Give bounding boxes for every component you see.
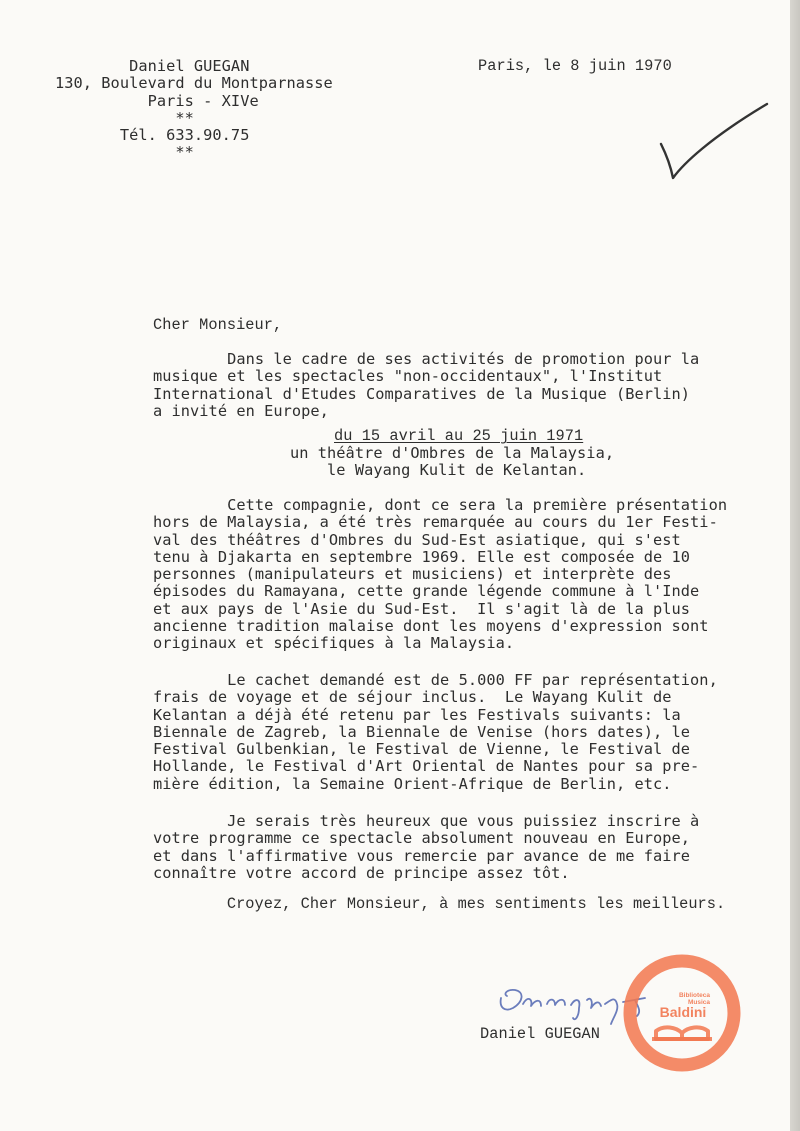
library-stamp-logo: [622, 953, 742, 1073]
paragraph-request: Je serais très heureux que vous puissiez inscrire à votre programme ce spectacle absolument nouveau en Europe, et dans l'affirmative vous remercie par avance de me faire connaître votre accord de principe assez tôt.: [153, 812, 700, 882]
letter-date: Paris, le 8 juin 1970: [478, 57, 672, 75]
checkmark-icon: [655, 100, 775, 185]
closing-formula: Croyez, Cher Monsieur, à mes sentiments les meilleurs.: [153, 895, 726, 913]
page-edge-shadow: [790, 0, 800, 1131]
paragraph-company: Cette compagnie, dont ce sera la première présentation hors de Malaysia, a été très remarquée au cours du 1er Festi- val des théâtres d'Ombres du Sud-Est asiatique, qui s'est tenu à Djakarta en septembre 1969. Elle est composée de 10 personnes (manipulateurs et musiciens) et interprète des épisodes du Ramayana, cette grande légende commune à l'Inde et aux pays de l'Asie du Sud-Est. Il s'agit là de la plus ancienne tradition malaise dont les moyens d'expression sont originaux et spécifiques à la Malaysia.: [153, 496, 728, 653]
svg-text:Baldini: Baldini: [659, 1004, 707, 1020]
paragraph-invitation: Dans le cadre de ses activités de promotion pour la musique et les spectacles "non-occidentaux", l'Institut International d'Etudes Comparatives de la Musique (Berlin) a invité en Europe,: [153, 350, 700, 420]
sender-address-block: Daniel GUEGAN 130, Boulevard du Montparnasse Paris - XIVe ** Tél. 633.90.75 **: [55, 57, 333, 162]
greeting: Cher Monsieur,: [153, 316, 283, 334]
svg-text:Musica: Musica: [687, 999, 710, 1006]
signature-name: Daniel GUEGAN: [480, 1025, 600, 1043]
show-title: un théâtre d'Ombres de la Malaysia, le Wayang Kulit de Kelantan.: [290, 444, 615, 480]
svg-text:Biblioteca: Biblioteca: [678, 992, 710, 999]
paragraph-fee: Le cachet demandé est de 5.000 FF par représentation, frais de voyage et de séjour inclus. Le Wayang Kulit de Kelantan a déjà été retenu par les Festivals suivants: la Biennale de Zagreb, la Biennale de Venise (hors dates), le Festival Gulbenkian, le Festival de Vienne, le Festival de Hollande, le Festival d'Art Oriental de Nantes pour sa pre- mière édition, la Semaine Orient-Afrique de Berlin, etc.: [153, 671, 718, 793]
performance-dates: du 15 avril au 25 juin 1971: [334, 427, 584, 445]
